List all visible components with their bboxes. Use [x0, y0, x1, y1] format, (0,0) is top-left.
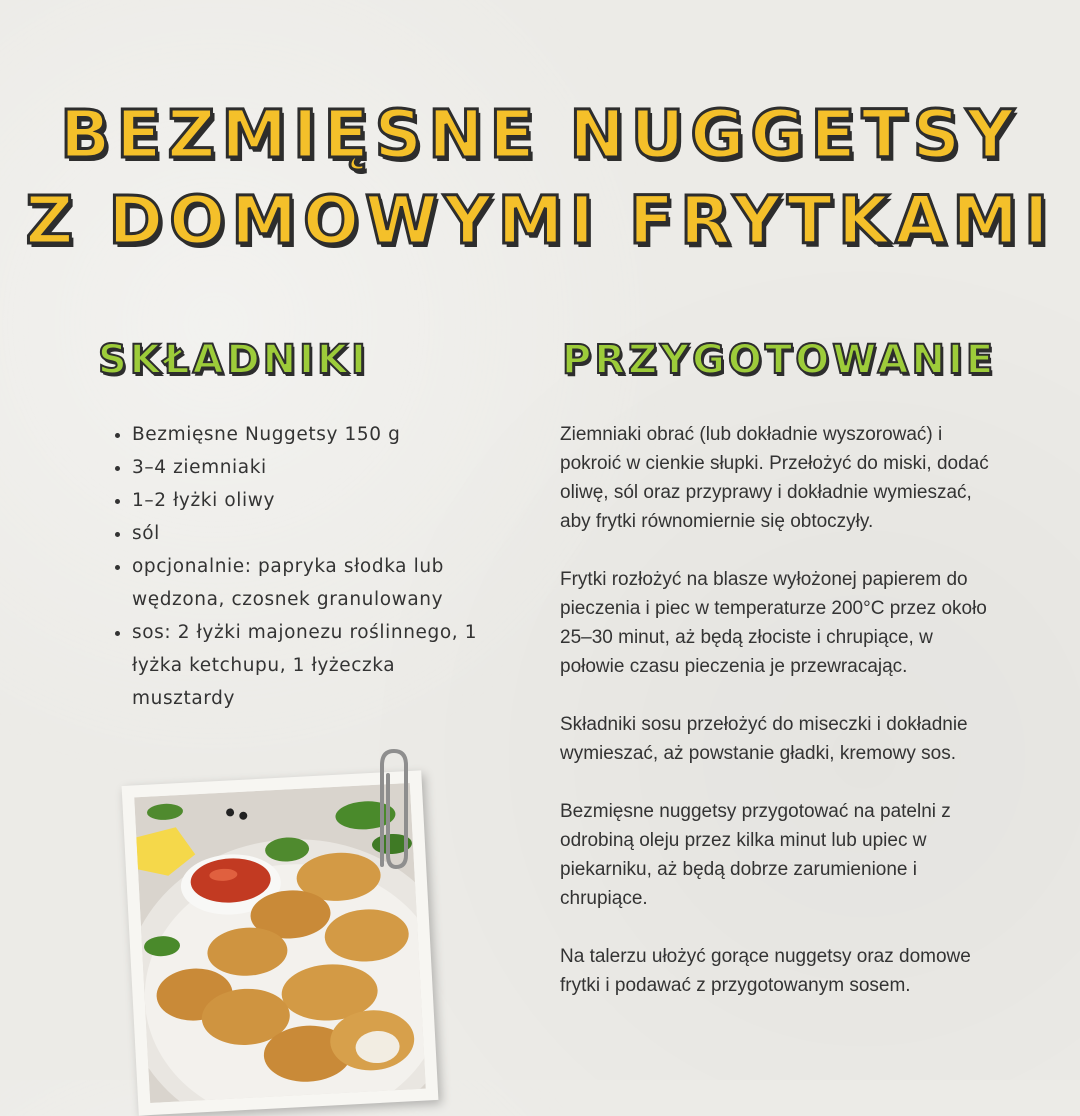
title-line-2: Z DOMOWYMI FRYTKAMI [25, 182, 1055, 259]
ingredient-item: • sól [132, 517, 502, 550]
paperclip-icon [362, 745, 422, 875]
preparation-step: Składniki sosu przełożyć do miseczki i dokładnie wymieszać, aż powstanie gładki, kremowy sos. [560, 714, 968, 764]
ingredients-heading: SKŁADNIKI [98, 337, 369, 383]
preparation-step: Na talerzu ułożyć gorące nuggetsy oraz domowe frytki i podawać z przygotowanym sosem. [560, 946, 971, 996]
recipe-title [0, 92, 1080, 264]
ingredient-item: • sos: 2 łyżki majonezu roślinnego, 1 łyżka ketchupu, 1 łyżeczka musztardy [132, 616, 502, 715]
ingredient-item: • Bezmięsne Nuggetsy 150 g [132, 418, 502, 451]
preparation-step: Bezmięsne nuggetsy przygotować na patelni z odrobiną oleju przez kilka minut lub upiec w piekarniku, aż będą dobrze zarumienione i chrupiące. [560, 801, 951, 909]
ingredient-item: • opcjonalnie: papryka słodka lub wędzona, czosnek granulowany [132, 550, 502, 616]
ingredient-item: • 3–4 ziemniaki [132, 451, 502, 484]
preparation-heading: PRZYGOTOWANIE [562, 337, 997, 383]
title-line-1: BEZMIĘSNE NUGGETSY [59, 96, 1020, 173]
preparation-step: Frytki rozłożyć na blasze wyłożonej papierem do pieczenia i piec w temperaturze 200°C przez około 25–30 minut, aż będą złociste i chrupiące, w połowie czasu pieczenia je przewracając. [560, 569, 987, 677]
ingredient-item: • 1–2 łyżki oliwy [132, 484, 502, 517]
preparation-text [560, 420, 1000, 1029]
ingredients-list [112, 418, 502, 715]
preparation-step: Ziemniaki obrać (lub dokładnie wyszorować) i pokroić w cienkie słupki. Przełożyć do miski, dodać oliwę, sól oraz przyprawy i dokładnie wymieszać, aby frytki równomiernie się obtoczyły. [560, 424, 989, 532]
